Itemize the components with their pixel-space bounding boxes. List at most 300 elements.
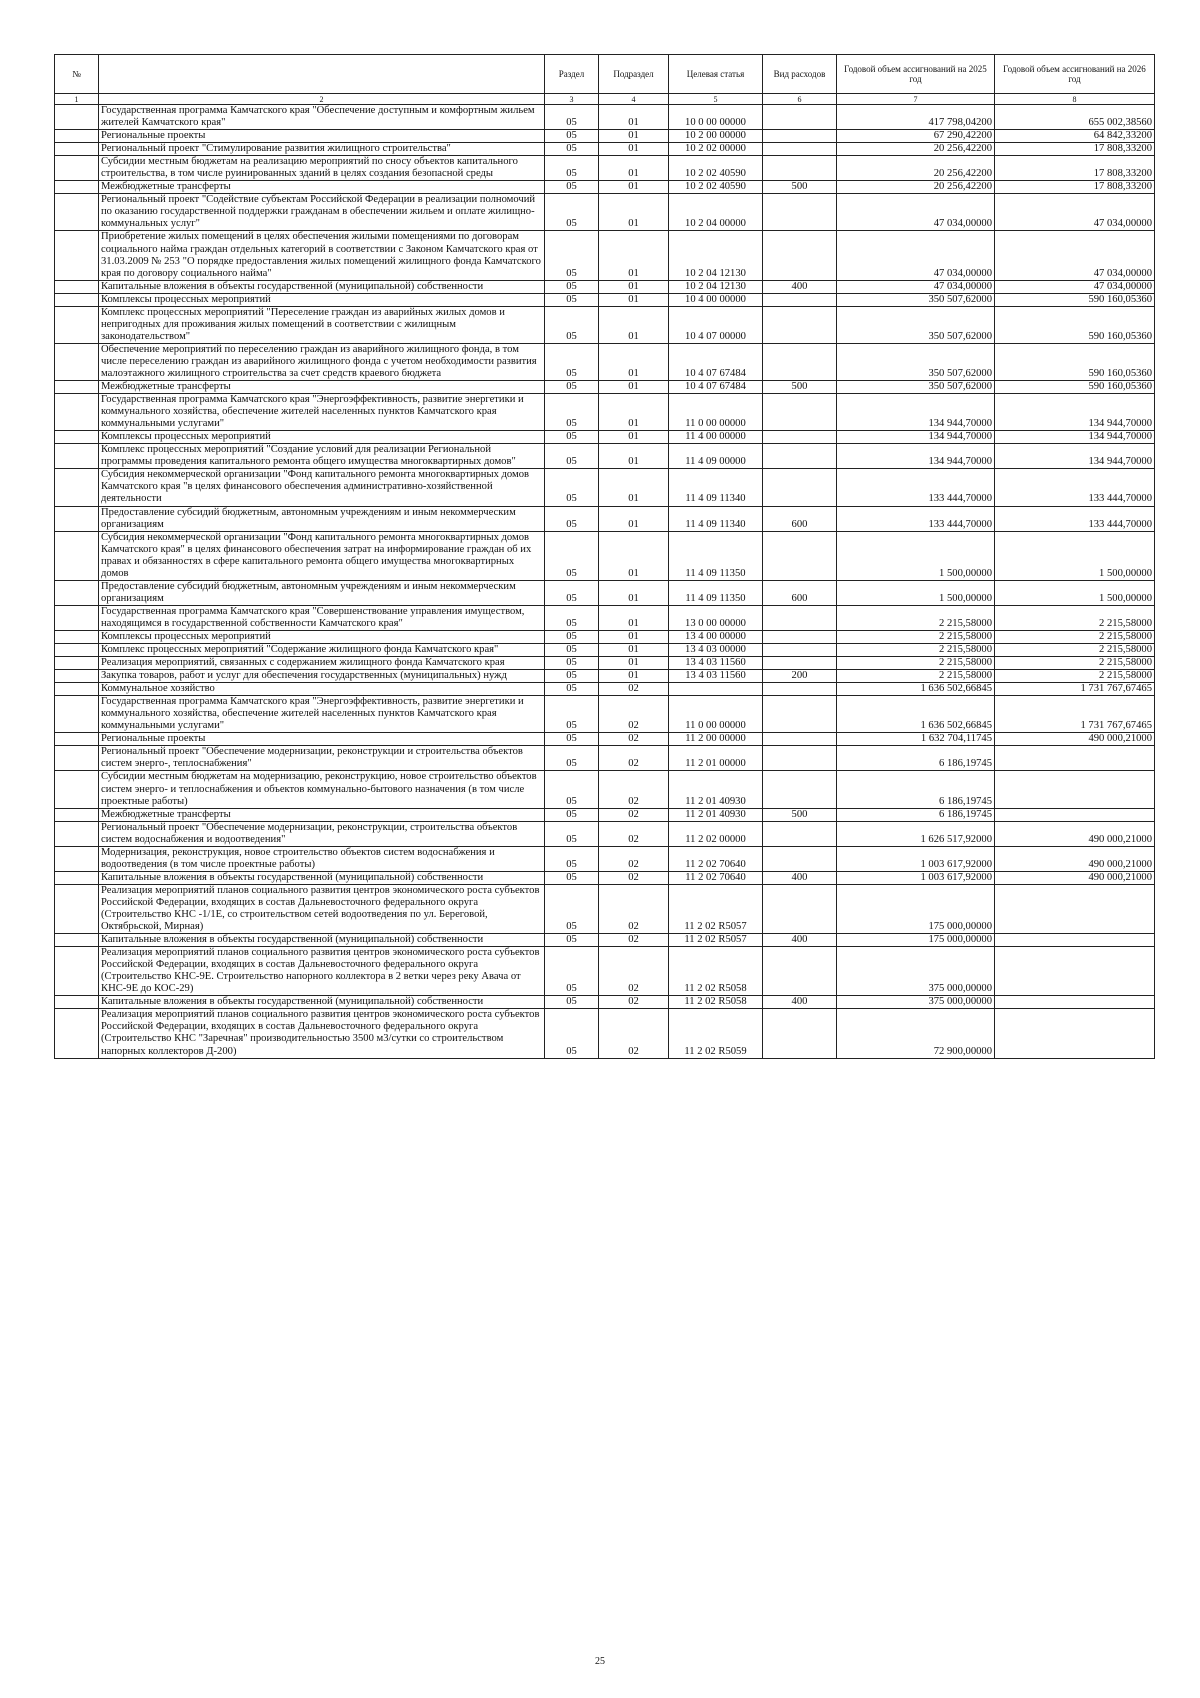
table-row	[55, 657, 1155, 670]
row-target-cell: 11 2 02 R5057	[669, 934, 763, 947]
row-number-cell	[55, 771, 99, 808]
row-name-cell: Государственная программа Камчатского края "Энергоэффективность, развитие энергетики и коммунального хозяйства, обеспечение жителей населенных пунктов Камчатского края коммунальными услугами"	[99, 394, 545, 431]
table-row	[55, 306, 1155, 343]
row-name-cell: Субсидия некоммерческой организации "Фонд капитального ремонта многоквартирных домов Камчатского края" в целях финансового обеспечения затрат на информирование граждан об их правах и обязанностях в сфере капитального ремонта общего имущества многоквартирных домов	[99, 531, 545, 580]
row-section-cell: 05	[545, 670, 599, 683]
table-row	[55, 506, 1155, 531]
row-number-cell	[55, 469, 99, 506]
row-target-cell: 11 2 02 00000	[669, 821, 763, 846]
row-number-cell	[55, 733, 99, 746]
table-row	[55, 605, 1155, 630]
col-number: 8	[995, 94, 1155, 105]
row-2025-cell: 1 626 517,92000	[837, 821, 995, 846]
row-subsection-cell: 01	[599, 105, 669, 130]
row-type-cell	[763, 630, 837, 643]
row-section-cell: 05	[545, 1009, 599, 1058]
row-section-cell: 05	[545, 657, 599, 670]
row-subsection-cell: 02	[599, 821, 669, 846]
row-type-cell: 400	[763, 871, 837, 884]
row-target-cell: 11 4 00 00000	[669, 431, 763, 444]
row-section-cell: 05	[545, 381, 599, 394]
row-type-cell	[763, 343, 837, 380]
row-target-cell: 11 0 00 00000	[669, 394, 763, 431]
row-type-cell	[763, 130, 837, 143]
row-subsection-cell: 02	[599, 733, 669, 746]
budget-table	[54, 54, 1155, 1059]
col-section-header: Раздел	[545, 55, 599, 94]
row-type-cell: 400	[763, 934, 837, 947]
row-number-cell	[55, 1009, 99, 1058]
row-section-cell: 05	[545, 580, 599, 605]
row-section-cell: 05	[545, 343, 599, 380]
row-name-cell: Капитальные вложения в объекты государственной (муниципальной) собственности	[99, 934, 545, 947]
row-subsection-cell: 01	[599, 143, 669, 156]
row-section-cell: 05	[545, 683, 599, 696]
row-name-cell: Предоставление субсидий бюджетным, автономным учреждениям и иным некоммерческим организациям	[99, 580, 545, 605]
row-target-cell: 10 2 02 40590	[669, 156, 763, 181]
row-number-cell	[55, 143, 99, 156]
col-number: 4	[599, 94, 669, 105]
row-target-cell: 10 0 00 00000	[669, 105, 763, 130]
row-number-cell	[55, 444, 99, 469]
row-name-cell: Капитальные вложения в объекты государственной (муниципальной) собственности	[99, 871, 545, 884]
row-2025-cell: 1 003 617,92000	[837, 871, 995, 884]
row-type-cell	[763, 657, 837, 670]
row-subsection-cell: 01	[599, 156, 669, 181]
row-subsection-cell: 01	[599, 194, 669, 231]
row-2025-cell: 375 000,00000	[837, 996, 995, 1009]
row-type-cell	[763, 1009, 837, 1058]
col-number: 7	[837, 94, 995, 105]
row-2026-cell: 47 034,00000	[995, 231, 1155, 280]
row-type-cell	[763, 746, 837, 771]
row-subsection-cell: 01	[599, 531, 669, 580]
table-row	[55, 469, 1155, 506]
row-name-cell: Предоставление субсидий бюджетным, автономным учреждениям и иным некоммерческим организациям	[99, 506, 545, 531]
row-name-cell: Государственная программа Камчатского края "Энергоэффективность, развитие энергетики и коммунального хозяйства, обеспечение жителей населенных пунктов Камчатского края коммунальными услугами"	[99, 696, 545, 733]
row-number-cell	[55, 293, 99, 306]
row-number-cell	[55, 947, 99, 996]
table-row	[55, 846, 1155, 871]
row-number-cell	[55, 996, 99, 1009]
table-row	[55, 630, 1155, 643]
table-row	[55, 934, 1155, 947]
row-2025-cell: 2 215,58000	[837, 670, 995, 683]
row-2026-cell: 490 000,21000	[995, 871, 1155, 884]
row-2026-cell	[995, 947, 1155, 996]
row-2026-cell	[995, 1009, 1155, 1058]
table-row	[55, 580, 1155, 605]
row-type-cell: 400	[763, 280, 837, 293]
row-type-cell	[763, 306, 837, 343]
row-2025-cell: 47 034,00000	[837, 280, 995, 293]
row-type-cell	[763, 696, 837, 733]
row-subsection-cell: 02	[599, 1009, 669, 1058]
row-subsection-cell: 01	[599, 306, 669, 343]
row-target-cell: 11 0 00 00000	[669, 696, 763, 733]
row-2025-cell: 350 507,62000	[837, 306, 995, 343]
row-type-cell	[763, 771, 837, 808]
row-2026-cell: 1 731 767,67465	[995, 683, 1155, 696]
row-section-cell: 05	[545, 293, 599, 306]
row-2026-cell: 590 160,05360	[995, 381, 1155, 394]
row-type-cell	[763, 293, 837, 306]
row-name-cell: Региональные проекты	[99, 130, 545, 143]
row-2026-cell: 655 002,38560	[995, 105, 1155, 130]
row-2026-cell: 2 215,58000	[995, 605, 1155, 630]
row-type-cell	[763, 683, 837, 696]
row-2025-cell: 134 944,70000	[837, 431, 995, 444]
row-target-cell: 10 2 04 00000	[669, 194, 763, 231]
table-row	[55, 746, 1155, 771]
row-type-cell: 500	[763, 808, 837, 821]
table-row	[55, 156, 1155, 181]
row-name-cell: Капитальные вложения в объекты государственной (муниципальной) собственности	[99, 996, 545, 1009]
row-2025-cell: 1 500,00000	[837, 580, 995, 605]
row-name-cell: Обеспечение мероприятий по переселению граждан из аварийного жилищного фонда, в том числе переселению граждан из аварийного жилищного фонда с учетом необходимости развития малоэтажного жилищного строительства за счет средств краевого бюджета	[99, 343, 545, 380]
row-number-cell	[55, 394, 99, 431]
table-row	[55, 733, 1155, 746]
row-section-cell: 05	[545, 605, 599, 630]
row-target-cell: 11 2 01 40930	[669, 808, 763, 821]
row-2026-cell: 47 034,00000	[995, 280, 1155, 293]
row-subsection-cell: 02	[599, 771, 669, 808]
row-2026-cell: 134 944,70000	[995, 444, 1155, 469]
row-2026-cell	[995, 934, 1155, 947]
row-2025-cell: 417 798,04200	[837, 105, 995, 130]
row-number-cell	[55, 683, 99, 696]
row-name-cell: Приобретение жилых помещений в целях обеспечения жилыми помещениями по договорам социального найма граждан отдельных категорий в соответствии с Законом Камчатского края от 31.03.2009 № 253 "О порядке предоставления жилых помещений жилищного фонда Камчатского края по договору социального найма"	[99, 231, 545, 280]
row-type-cell	[763, 194, 837, 231]
row-target-cell: 11 2 02 R5058	[669, 996, 763, 1009]
row-name-cell: Реализация мероприятий планов социального развития центров экономического роста субъектов Российской Федерации, входящих в состав Дальневосточного федерального округа (Строительство КНС-9Е. Строительство напорного коллектора в 2 ветки через реку Авача от КНС-9Е до КОС-29)	[99, 947, 545, 996]
row-name-cell: Субсидии местным бюджетам на модернизацию, реконструкцию, новое строительство объектов систем энерго- и теплоснабжения и объектов коммунально-бытового назначения (в том числе проектные работы)	[99, 771, 545, 808]
row-2025-cell: 72 900,00000	[837, 1009, 995, 1058]
row-number-cell	[55, 696, 99, 733]
row-section-cell: 05	[545, 444, 599, 469]
row-number-cell	[55, 871, 99, 884]
row-section-cell: 05	[545, 808, 599, 821]
row-section-cell: 05	[545, 947, 599, 996]
table-row	[55, 381, 1155, 394]
row-2025-cell: 6 186,19745	[837, 808, 995, 821]
row-2025-cell: 1 636 502,66845	[837, 696, 995, 733]
table-row	[55, 644, 1155, 657]
row-section-cell: 05	[545, 996, 599, 1009]
row-section-cell: 05	[545, 306, 599, 343]
row-section-cell: 05	[545, 105, 599, 130]
table-row	[55, 1009, 1155, 1058]
row-section-cell: 05	[545, 884, 599, 933]
row-target-cell: 11 2 02 70640	[669, 846, 763, 871]
row-2025-cell: 20 256,42200	[837, 143, 995, 156]
row-number-cell	[55, 105, 99, 130]
row-2026-cell: 133 444,70000	[995, 469, 1155, 506]
row-section-cell: 05	[545, 231, 599, 280]
row-2026-cell	[995, 771, 1155, 808]
row-type-cell: 500	[763, 181, 837, 194]
row-2025-cell: 47 034,00000	[837, 231, 995, 280]
row-2025-cell: 6 186,19745	[837, 746, 995, 771]
row-section-cell: 05	[545, 644, 599, 657]
row-2026-cell: 490 000,21000	[995, 733, 1155, 746]
row-section-cell: 05	[545, 156, 599, 181]
row-section-cell: 05	[545, 733, 599, 746]
row-2025-cell: 350 507,62000	[837, 343, 995, 380]
row-2025-cell: 2 215,58000	[837, 644, 995, 657]
row-2025-cell: 134 944,70000	[837, 394, 995, 431]
row-type-cell	[763, 156, 837, 181]
page-number: 25	[595, 1656, 605, 1667]
row-name-cell: Комплексы процессных мероприятий	[99, 293, 545, 306]
row-2025-cell: 2 215,58000	[837, 657, 995, 670]
row-2026-cell: 2 215,58000	[995, 644, 1155, 657]
row-2025-cell: 1 003 617,92000	[837, 846, 995, 871]
row-subsection-cell: 01	[599, 431, 669, 444]
row-target-cell: 10 2 02 40590	[669, 181, 763, 194]
row-number-cell	[55, 306, 99, 343]
row-2025-cell: 133 444,70000	[837, 506, 995, 531]
table-row	[55, 231, 1155, 280]
table-row	[55, 194, 1155, 231]
row-type-cell	[763, 143, 837, 156]
row-2025-cell: 67 290,42200	[837, 130, 995, 143]
row-2026-cell	[995, 808, 1155, 821]
row-section-cell: 05	[545, 394, 599, 431]
table-row	[55, 696, 1155, 733]
table-row	[55, 293, 1155, 306]
row-2025-cell: 47 034,00000	[837, 194, 995, 231]
row-name-cell: Региональный проект "Обеспечение модернизации, реконструкции и строительства объектов систем энерго-, теплоснабжения"	[99, 746, 545, 771]
row-type-cell	[763, 821, 837, 846]
row-subsection-cell: 01	[599, 506, 669, 531]
row-target-cell: 11 4 09 11350	[669, 580, 763, 605]
row-number-cell	[55, 746, 99, 771]
row-2026-cell	[995, 996, 1155, 1009]
table-row	[55, 996, 1155, 1009]
row-name-cell: Региональный проект "Стимулирование развития жилищного строительства"	[99, 143, 545, 156]
table-row	[55, 871, 1155, 884]
row-section-cell: 05	[545, 871, 599, 884]
col-number: 5	[669, 94, 763, 105]
row-type-cell	[763, 846, 837, 871]
col-target-header: Целевая статья	[669, 55, 763, 94]
row-number-cell	[55, 605, 99, 630]
row-name-cell: Субсидия некоммерческой организации "Фонд капитального ремонта многоквартирных домов Камчатского края "в целях финансового обеспечения административно-хозяйственной деятельности	[99, 469, 545, 506]
row-number-cell	[55, 231, 99, 280]
table-row	[55, 130, 1155, 143]
row-subsection-cell: 01	[599, 343, 669, 380]
row-2025-cell: 1 500,00000	[837, 531, 995, 580]
row-number-cell	[55, 580, 99, 605]
col-type-header: Вид расходов	[763, 55, 837, 94]
row-section-cell: 05	[545, 630, 599, 643]
row-number-cell	[55, 280, 99, 293]
table-row	[55, 181, 1155, 194]
table-row	[55, 444, 1155, 469]
row-target-cell: 13 4 03 11560	[669, 670, 763, 683]
row-2026-cell: 490 000,21000	[995, 846, 1155, 871]
row-name-cell: Капитальные вложения в объекты государственной (муниципальной) собственности	[99, 280, 545, 293]
row-2026-cell: 17 808,33200	[995, 156, 1155, 181]
row-2025-cell: 1 632 704,11745	[837, 733, 995, 746]
row-subsection-cell: 01	[599, 469, 669, 506]
row-2025-cell: 20 256,42200	[837, 181, 995, 194]
row-2025-cell: 2 215,58000	[837, 605, 995, 630]
row-number-cell	[55, 630, 99, 643]
row-number-cell	[55, 934, 99, 947]
table-row	[55, 531, 1155, 580]
row-target-cell: 11 2 02 70640	[669, 871, 763, 884]
row-name-cell: Государственная программа Камчатского края "Совершенствование управления имуществом, находящимся в государственной собственности Камчатского края"	[99, 605, 545, 630]
row-name-cell: Комплекс процессных мероприятий "Создание условий для реализации Региональной программы проведения капитального ремонта общего имущества многоквартирных домов"	[99, 444, 545, 469]
row-section-cell: 05	[545, 821, 599, 846]
row-type-cell: 600	[763, 506, 837, 531]
row-2025-cell: 2 215,58000	[837, 630, 995, 643]
table-row	[55, 670, 1155, 683]
row-target-cell: 11 2 02 R5058	[669, 947, 763, 996]
row-2025-cell: 6 186,19745	[837, 771, 995, 808]
row-subsection-cell: 01	[599, 630, 669, 643]
row-name-cell: Коммунальное хозяйство	[99, 683, 545, 696]
row-name-cell: Модернизация, реконструкция, новое строительство объектов систем водоснабжения и водоотведения (в том числе проектные работы)	[99, 846, 545, 871]
row-section-cell: 05	[545, 469, 599, 506]
row-subsection-cell: 01	[599, 670, 669, 683]
row-target-cell: 13 4 00 00000	[669, 630, 763, 643]
col-number: 2	[99, 94, 545, 105]
row-section-cell: 05	[545, 194, 599, 231]
row-2026-cell: 490 000,21000	[995, 821, 1155, 846]
row-type-cell	[763, 605, 837, 630]
row-number-cell	[55, 194, 99, 231]
row-name-cell: Реализация мероприятий планов социального развития центров экономического роста субъектов Российской Федерации, входящих в состав Дальневосточного федерального округа (Строительство КНС -1/1Е, со строительством сетей водоотведения по ул. Береговой, Октябрьской, Мирная)	[99, 884, 545, 933]
row-section-cell: 05	[545, 431, 599, 444]
table-row	[55, 280, 1155, 293]
row-subsection-cell: 02	[599, 696, 669, 733]
col-no-header: №	[55, 55, 99, 94]
row-type-cell: 500	[763, 381, 837, 394]
row-target-cell: 10 4 07 67484	[669, 381, 763, 394]
row-target-cell: 10 2 04 12130	[669, 231, 763, 280]
row-subsection-cell: 01	[599, 381, 669, 394]
row-section-cell: 05	[545, 771, 599, 808]
col-2025-header: Годовой объем ассигнований на 2025 год	[837, 55, 995, 94]
row-section-cell: 05	[545, 143, 599, 156]
row-name-cell: Региональные проекты	[99, 733, 545, 746]
table-row	[55, 884, 1155, 933]
row-subsection-cell: 01	[599, 231, 669, 280]
row-2025-cell: 134 944,70000	[837, 444, 995, 469]
row-2026-cell: 2 215,58000	[995, 630, 1155, 643]
row-subsection-cell: 02	[599, 871, 669, 884]
table-row	[55, 343, 1155, 380]
budget-sheet	[54, 54, 1154, 1059]
col-2026-header: Годовой объем ассигнований на 2026 год	[995, 55, 1155, 94]
row-name-cell: Межбюджетные трансферты	[99, 808, 545, 821]
row-2026-cell	[995, 884, 1155, 933]
row-name-cell: Комплексы процессных мероприятий	[99, 431, 545, 444]
row-subsection-cell: 01	[599, 293, 669, 306]
row-number-cell	[55, 808, 99, 821]
row-type-cell	[763, 444, 837, 469]
row-type-cell: 200	[763, 670, 837, 683]
row-number-cell	[55, 821, 99, 846]
row-section-cell: 05	[545, 696, 599, 733]
row-number-cell	[55, 181, 99, 194]
table-row	[55, 771, 1155, 808]
table-body	[55, 105, 1155, 1059]
row-target-cell: 11 4 09 11350	[669, 531, 763, 580]
row-2026-cell: 1 731 767,67465	[995, 696, 1155, 733]
row-target-cell: 13 4 03 00000	[669, 644, 763, 657]
row-subsection-cell: 01	[599, 605, 669, 630]
row-type-cell	[763, 469, 837, 506]
row-2026-cell: 64 842,33200	[995, 130, 1155, 143]
row-section-cell: 05	[545, 506, 599, 531]
row-2025-cell: 20 256,42200	[837, 156, 995, 181]
row-target-cell: 11 2 01 40930	[669, 771, 763, 808]
row-type-cell: 600	[763, 580, 837, 605]
row-2026-cell: 47 034,00000	[995, 194, 1155, 231]
row-section-cell: 05	[545, 181, 599, 194]
col-number: 3	[545, 94, 599, 105]
col-number: 1	[55, 94, 99, 105]
row-2026-cell: 17 808,33200	[995, 143, 1155, 156]
row-section-cell: 05	[545, 934, 599, 947]
row-type-cell	[763, 105, 837, 130]
row-target-cell: 11 4 09 11340	[669, 506, 763, 531]
table-row	[55, 431, 1155, 444]
col-name-header	[99, 55, 545, 94]
row-2025-cell: 1 636 502,66845	[837, 683, 995, 696]
col-subsection-header: Подраздел	[599, 55, 669, 94]
row-name-cell: Закупка товаров, работ и услуг для обеспечения государственных (муниципальных) нужд	[99, 670, 545, 683]
row-subsection-cell: 01	[599, 444, 669, 469]
row-section-cell: 05	[545, 846, 599, 871]
row-number-cell	[55, 657, 99, 670]
row-2026-cell: 2 215,58000	[995, 670, 1155, 683]
row-subsection-cell: 02	[599, 996, 669, 1009]
row-target-cell: 11 4 09 11340	[669, 469, 763, 506]
table-row	[55, 821, 1155, 846]
row-number-cell	[55, 130, 99, 143]
row-target-cell: 10 2 00 00000	[669, 130, 763, 143]
row-name-cell: Реализация мероприятий, связанных с содержанием жилищного фонда Камчатского края	[99, 657, 545, 670]
row-name-cell: Государственная программа Камчатского края "Обеспечение доступным и комфортным жильем жителей Камчатского края"	[99, 105, 545, 130]
row-2026-cell: 590 160,05360	[995, 343, 1155, 380]
row-number-cell	[55, 431, 99, 444]
row-target-cell: 10 2 04 12130	[669, 280, 763, 293]
row-subsection-cell: 01	[599, 130, 669, 143]
row-2026-cell: 2 215,58000	[995, 657, 1155, 670]
row-type-cell	[763, 947, 837, 996]
row-type-cell	[763, 231, 837, 280]
row-section-cell: 05	[545, 280, 599, 293]
row-2025-cell: 350 507,62000	[837, 293, 995, 306]
row-2026-cell: 133 444,70000	[995, 506, 1155, 531]
row-target-cell: 13 4 03 11560	[669, 657, 763, 670]
row-2025-cell: 350 507,62000	[837, 381, 995, 394]
row-number-cell	[55, 531, 99, 580]
row-section-cell: 05	[545, 531, 599, 580]
row-section-cell: 05	[545, 130, 599, 143]
row-name-cell: Межбюджетные трансферты	[99, 181, 545, 194]
row-name-cell: Субсидии местным бюджетам на реализацию мероприятий по сносу объектов капитального строительства, в том числе руинированных зданий в целях создания безопасной среды	[99, 156, 545, 181]
table-row	[55, 394, 1155, 431]
row-subsection-cell: 02	[599, 934, 669, 947]
row-type-cell	[763, 431, 837, 444]
row-2026-cell: 590 160,05360	[995, 306, 1155, 343]
